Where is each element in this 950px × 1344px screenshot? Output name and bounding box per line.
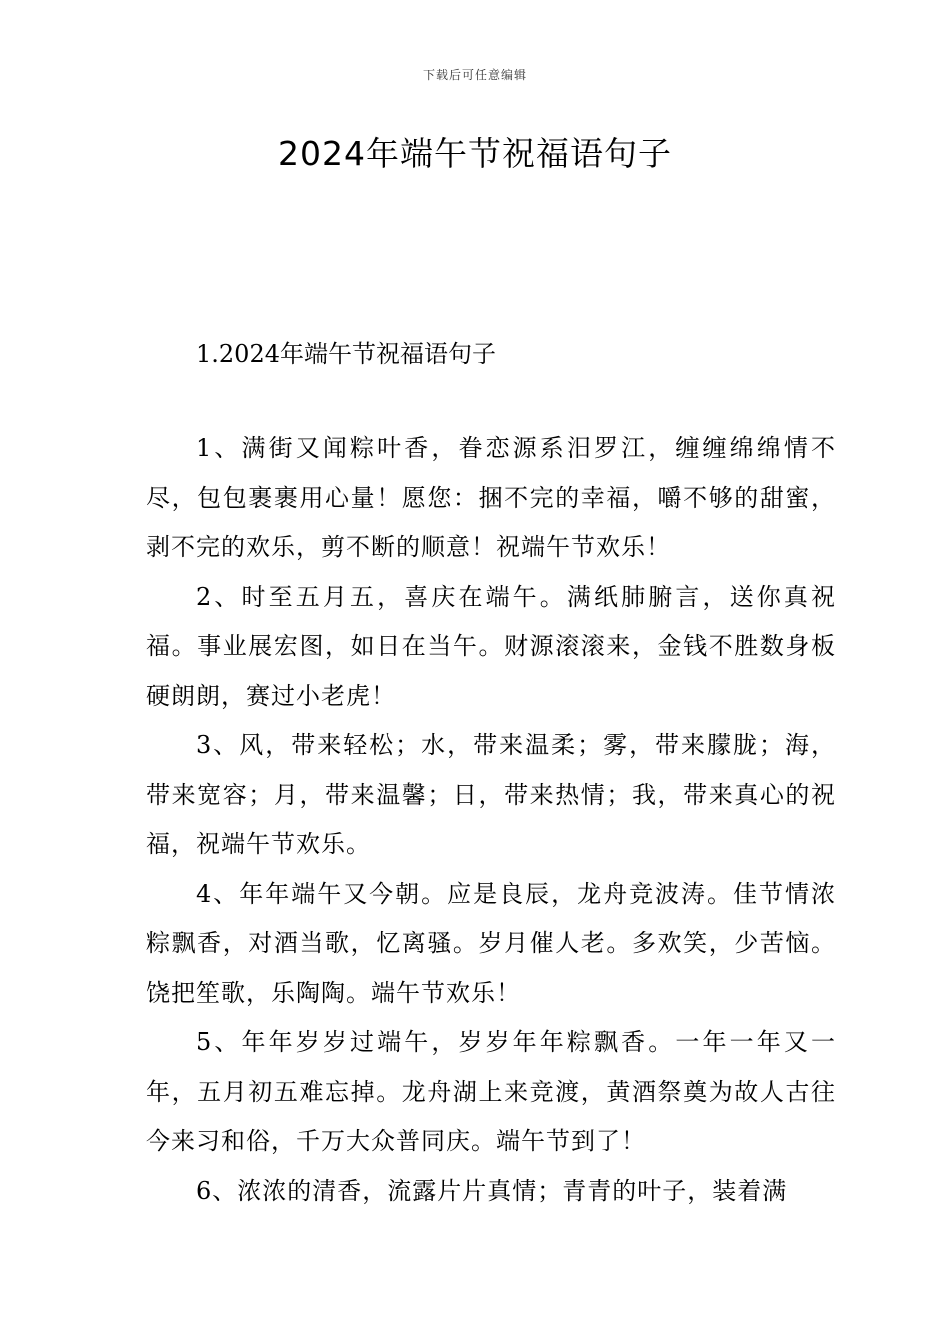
paragraph-6: 6、浓浓的清香，流露片片真情；青青的叶子，装着满 <box>196 1176 788 1205</box>
document-title: 2024年端午节祝福语句子 <box>278 134 672 173</box>
header-note: 下载后可任意编辑 <box>422 68 527 82</box>
paragraph-4: 4、年年端午又今朝。应是良辰，龙舟竞波涛。佳节情浓粽飘香，对酒当歌，忆离骚。岁月催人老。多欢笑，少苦恼。饶把笙歌，乐陶陶。端午节欢乐！ <box>146 879 836 1007</box>
paragraph-3: 3、风，带来轻松；水，带来温柔；雾，带来朦胧；海，带来宽容；月，带来温馨；日，带来热情；我，带来真心的祝福，祝端午节欢乐。 <box>146 731 836 858</box>
paragraph-5: 5、年年岁岁过端午，岁岁年年粽飘香。一年一年又一年，五月初五难忘掉。龙舟湖上来竞渡，黄酒祭奠为故人古往今来习和俗，千万大众普同庆。端午节到了！ <box>146 1028 836 1155</box>
paragraph-2: 2、时至五月五，喜庆在端午。满纸肺腑言，送你真祝福。事业展宏图，如日在当午。财源滚滚来，金钱不胜数身板硬朗朗，赛过小老虎！ <box>146 582 836 710</box>
document-body <box>146 424 836 1216</box>
section-heading: 1.2024年端午节祝福语句子 <box>196 340 496 368</box>
paragraph-1: 1、满街又闻粽叶香，眷恋源系汨罗江，缠缠绵绵情不尽，包包裹裹用心量！愿您：捆不完的幸福，嚼不够的甜蜜，剥不完的欢乐，剪不断的顺意！祝端午节欢乐！ <box>146 434 836 561</box>
